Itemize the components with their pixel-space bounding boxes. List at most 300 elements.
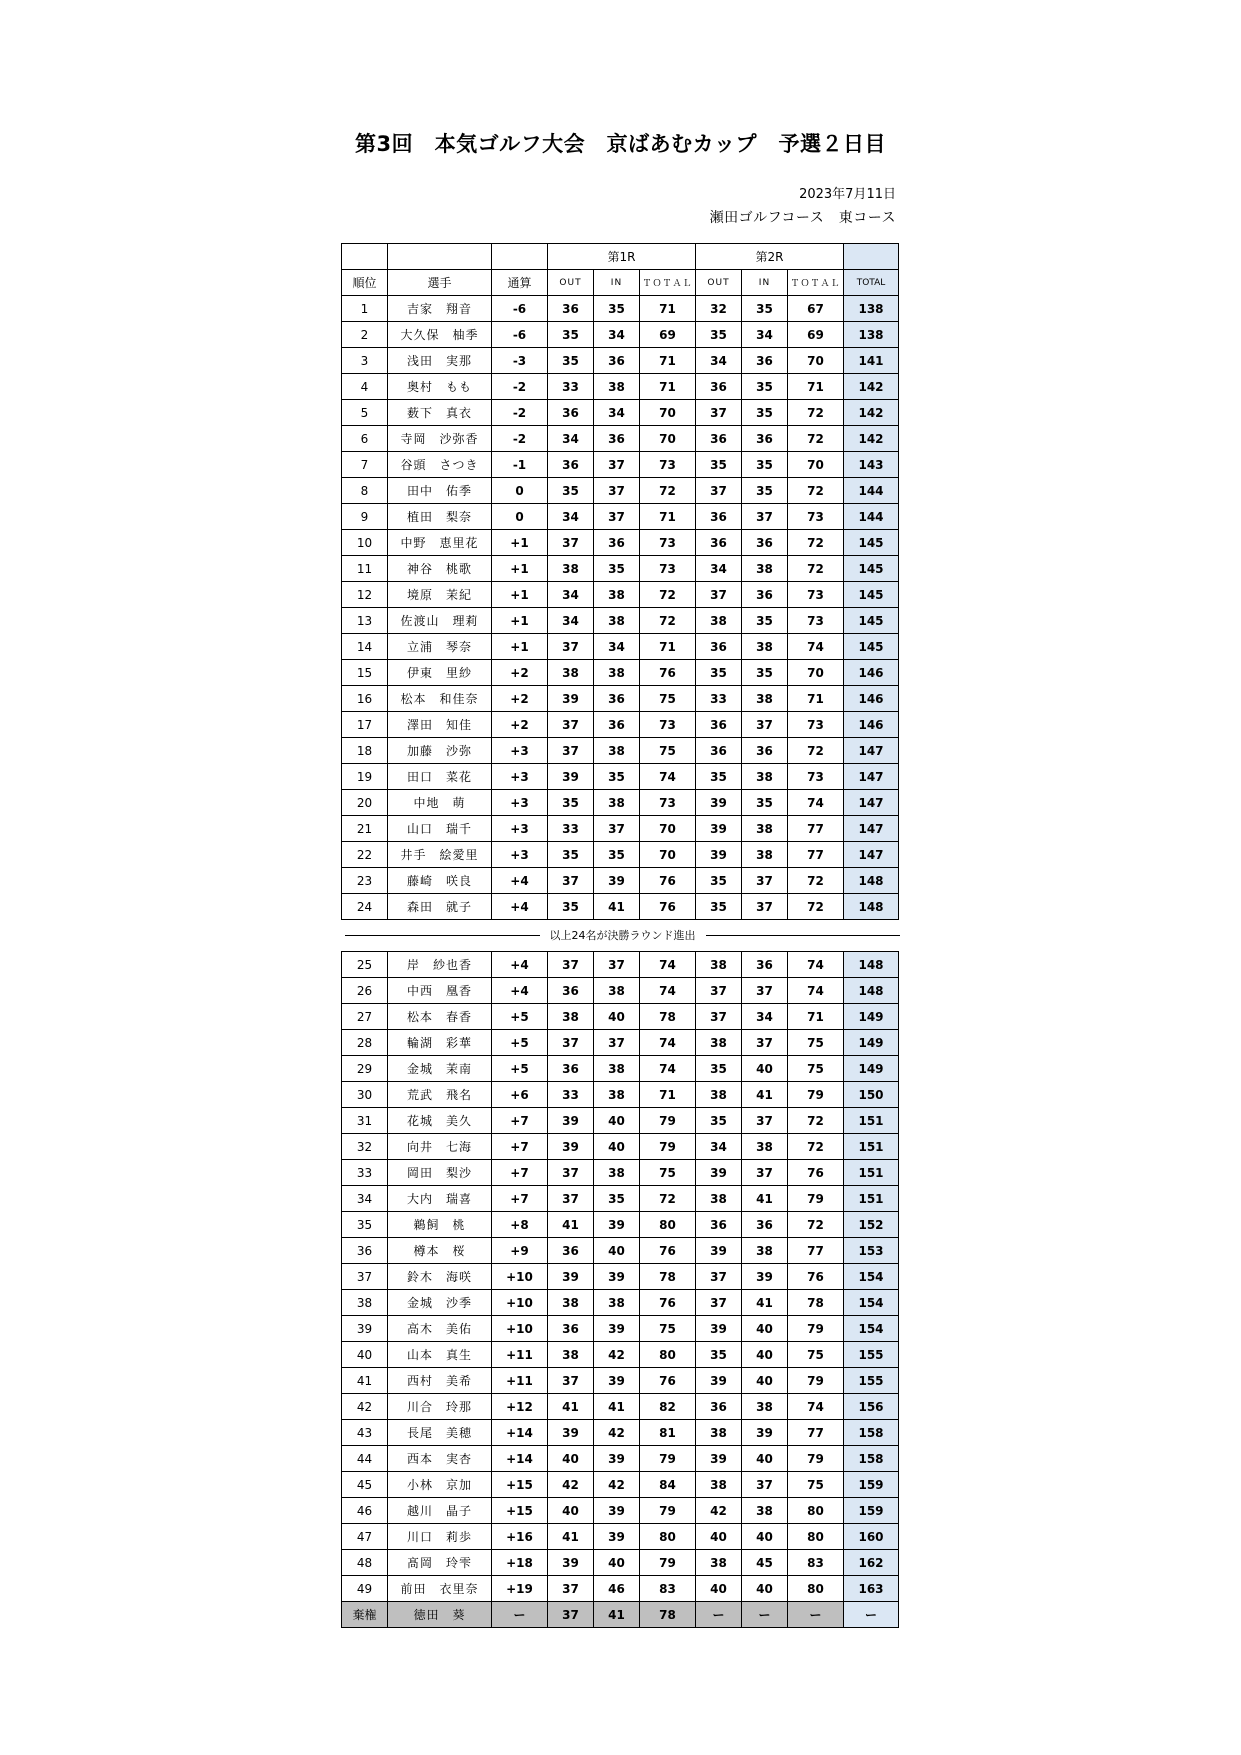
- r1-total-cell: 80: [640, 1212, 696, 1238]
- cumulative-cell: +10: [492, 1316, 548, 1342]
- r2-in-cell: 40: [742, 1446, 788, 1472]
- r1-in-cell: 37: [594, 478, 640, 504]
- table-row: [342, 478, 899, 504]
- table-row: [342, 1576, 899, 1602]
- player-name-cell: 中野 恵里花: [388, 530, 492, 556]
- r2-total-cell: 75: [788, 1056, 844, 1082]
- cumulative-cell: +9: [492, 1238, 548, 1264]
- r1-total-cell: 79: [640, 1446, 696, 1472]
- rank-cell: 18: [342, 738, 388, 764]
- r1-total-cell: 74: [640, 764, 696, 790]
- r2-in-cell: 36: [742, 738, 788, 764]
- r1-total-cell: 75: [640, 738, 696, 764]
- cumulative-cell: 0: [492, 504, 548, 530]
- r2-out-cell: 32: [696, 296, 742, 322]
- r2-in-cell: 41: [742, 1082, 788, 1108]
- r2-out-cell: 35: [696, 1056, 742, 1082]
- r2-out-cell: 35: [696, 764, 742, 790]
- r2-total-cell: 69: [788, 322, 844, 348]
- header-blank: [388, 244, 492, 270]
- r2-total-cell: 73: [788, 608, 844, 634]
- player-name-cell: 大内 瑞喜: [388, 1186, 492, 1212]
- r2-total-cell: 77: [788, 1238, 844, 1264]
- rank-cell: 39: [342, 1316, 388, 1342]
- table-row: [342, 842, 899, 868]
- r1-out-cell: 33: [548, 374, 594, 400]
- r1-out-cell: 34: [548, 608, 594, 634]
- total-cell: 147: [844, 816, 899, 842]
- r2-out-cell: 40: [696, 1576, 742, 1602]
- r2-total-cell: 70: [788, 660, 844, 686]
- rank-cell: 35: [342, 1212, 388, 1238]
- table-row: [342, 634, 899, 660]
- r2-in-cell: 35: [742, 400, 788, 426]
- r1-out-cell: 42: [548, 1472, 594, 1498]
- total-cell: 144: [844, 504, 899, 530]
- cumulative-cell: +3: [492, 842, 548, 868]
- rank-cell: 23: [342, 868, 388, 894]
- r1-out-cell: 38: [548, 660, 594, 686]
- r1-in-cell: 39: [594, 868, 640, 894]
- r2-total-cell: 79: [788, 1446, 844, 1472]
- r2-total-cell: 72: [788, 426, 844, 452]
- cumulative-cell: +19: [492, 1576, 548, 1602]
- cut-line-label: 以上24名が決勝ラウンド進出: [540, 929, 706, 942]
- r1-in-cell: 39: [594, 1212, 640, 1238]
- cumulative-cell: -6: [492, 296, 548, 322]
- total-cell: 163: [844, 1576, 899, 1602]
- total-cell: 144: [844, 478, 899, 504]
- r2-total-cell: ー: [788, 1602, 844, 1628]
- cumulative-cell: +5: [492, 1056, 548, 1082]
- cumulative-cell: 0: [492, 478, 548, 504]
- r1-in-cell: 37: [594, 952, 640, 978]
- player-name-cell: 中西 凰香: [388, 978, 492, 1004]
- cumulative-cell: +4: [492, 978, 548, 1004]
- table-row: [342, 1524, 899, 1550]
- r1-in-cell: 41: [594, 1602, 640, 1628]
- header-player: 選手: [388, 270, 492, 296]
- r2-in-cell: 38: [742, 1134, 788, 1160]
- table-row: [342, 816, 899, 842]
- player-name-cell: 立浦 琴奈: [388, 634, 492, 660]
- r2-in-cell: 38: [742, 634, 788, 660]
- table-row: [342, 712, 899, 738]
- player-name-cell: 植田 梨奈: [388, 504, 492, 530]
- rank-cell: 8: [342, 478, 388, 504]
- header-blank: [342, 244, 388, 270]
- r2-total-cell: 71: [788, 374, 844, 400]
- player-name-cell: 金城 茉南: [388, 1056, 492, 1082]
- player-name-cell: 澤田 知佳: [388, 712, 492, 738]
- r1-in-cell: 46: [594, 1576, 640, 1602]
- r1-in-cell: 37: [594, 816, 640, 842]
- r2-in-cell: 36: [742, 582, 788, 608]
- player-name-cell: 向井 七海: [388, 1134, 492, 1160]
- r2-out-cell: 38: [696, 608, 742, 634]
- cumulative-cell: +3: [492, 738, 548, 764]
- r2-total-cell: 77: [788, 842, 844, 868]
- r2-in-cell: 34: [742, 1004, 788, 1030]
- player-name-cell: 山口 瑞千: [388, 816, 492, 842]
- r1-total-cell: 74: [640, 952, 696, 978]
- r1-in-cell: 35: [594, 764, 640, 790]
- rank-cell: 42: [342, 1394, 388, 1420]
- player-name-cell: 藤崎 咲良: [388, 868, 492, 894]
- cumulative-cell: +16: [492, 1524, 548, 1550]
- r2-out-cell: 37: [696, 582, 742, 608]
- player-name-cell: 薮下 真衣: [388, 400, 492, 426]
- r2-out-cell: 39: [696, 1368, 742, 1394]
- r1-in-cell: 40: [594, 1004, 640, 1030]
- cumulative-cell: +18: [492, 1550, 548, 1576]
- player-name-cell: 高木 美佑: [388, 1316, 492, 1342]
- rank-cell: 11: [342, 556, 388, 582]
- r2-out-cell: 42: [696, 1498, 742, 1524]
- r1-in-cell: 38: [594, 608, 640, 634]
- total-cell: 151: [844, 1186, 899, 1212]
- r1-total-cell: 80: [640, 1524, 696, 1550]
- r1-total-cell: 71: [640, 504, 696, 530]
- r2-total-cell: 72: [788, 556, 844, 582]
- rank-cell: 1: [342, 296, 388, 322]
- r1-out-cell: 36: [548, 400, 594, 426]
- r1-total-cell: 71: [640, 296, 696, 322]
- table-row: [342, 426, 899, 452]
- r1-out-cell: 33: [548, 1082, 594, 1108]
- r2-total-cell: 72: [788, 1212, 844, 1238]
- r2-in-cell: 35: [742, 452, 788, 478]
- rank-cell: 45: [342, 1472, 388, 1498]
- r1-in-cell: 42: [594, 1420, 640, 1446]
- r2-out-cell: 39: [696, 1446, 742, 1472]
- table-row: [342, 322, 899, 348]
- table-row: [342, 1368, 899, 1394]
- r2-in-cell: 35: [742, 478, 788, 504]
- r2-in-cell: 38: [742, 1238, 788, 1264]
- cumulative-cell: +4: [492, 952, 548, 978]
- total-cell: 151: [844, 1134, 899, 1160]
- r1-in-cell: 35: [594, 1186, 640, 1212]
- r1-total-cell: 72: [640, 608, 696, 634]
- r1-total-cell: 70: [640, 426, 696, 452]
- r1-out-cell: 36: [548, 1056, 594, 1082]
- r2-in-cell: 37: [742, 504, 788, 530]
- header-blank: [492, 244, 548, 270]
- r2-in-cell: 38: [742, 1394, 788, 1420]
- r1-in-cell: 39: [594, 1446, 640, 1472]
- r2-out-cell: 39: [696, 842, 742, 868]
- rank-cell: 13: [342, 608, 388, 634]
- r1-in-cell: 37: [594, 1030, 640, 1056]
- cumulative-cell: -2: [492, 426, 548, 452]
- player-name-cell: 小林 京加: [388, 1472, 492, 1498]
- table-row: [342, 1134, 899, 1160]
- r2-out-cell: 38: [696, 1186, 742, 1212]
- cumulative-cell: +4: [492, 894, 548, 920]
- header-round1: 第1R: [548, 244, 696, 270]
- rank-cell: 26: [342, 978, 388, 1004]
- r1-in-cell: 35: [594, 556, 640, 582]
- r1-in-cell: 39: [594, 1316, 640, 1342]
- r1-total-cell: 70: [640, 400, 696, 426]
- table-row: [342, 1498, 899, 1524]
- r2-total-cell: 74: [788, 952, 844, 978]
- table-row: [342, 1004, 899, 1030]
- table-row: [342, 764, 899, 790]
- r1-total-cell: 71: [640, 1082, 696, 1108]
- cumulative-cell: -1: [492, 452, 548, 478]
- r2-total-cell: 73: [788, 712, 844, 738]
- r1-in-cell: 40: [594, 1134, 640, 1160]
- r2-out-cell: 37: [696, 1290, 742, 1316]
- r2-out-cell: 35: [696, 1342, 742, 1368]
- r2-in-cell: 45: [742, 1550, 788, 1576]
- r2-out-cell: 36: [696, 426, 742, 452]
- r2-total-cell: 78: [788, 1290, 844, 1316]
- table-row: [342, 1160, 899, 1186]
- r1-in-cell: 38: [594, 738, 640, 764]
- total-cell: 148: [844, 894, 899, 920]
- r2-total-cell: 79: [788, 1368, 844, 1394]
- table-row: [342, 1186, 899, 1212]
- r2-total-cell: 79: [788, 1186, 844, 1212]
- r2-in-cell: 35: [742, 296, 788, 322]
- r1-total-cell: 84: [640, 1472, 696, 1498]
- r1-total-cell: 76: [640, 868, 696, 894]
- total-cell: 148: [844, 952, 899, 978]
- rank-cell: 38: [342, 1290, 388, 1316]
- table-row: [342, 686, 899, 712]
- header-total: TOTAL: [844, 270, 899, 296]
- cumulative-cell: +4: [492, 868, 548, 894]
- r1-out-cell: 41: [548, 1524, 594, 1550]
- r1-in-cell: 39: [594, 1264, 640, 1290]
- r2-in-cell: 36: [742, 952, 788, 978]
- cumulative-cell: +7: [492, 1186, 548, 1212]
- r1-total-cell: 71: [640, 634, 696, 660]
- r1-in-cell: 42: [594, 1342, 640, 1368]
- table-row: [342, 1030, 899, 1056]
- r2-total-cell: 80: [788, 1498, 844, 1524]
- r2-total-cell: 79: [788, 1316, 844, 1342]
- r1-in-cell: 37: [594, 452, 640, 478]
- rank-cell: 40: [342, 1342, 388, 1368]
- r2-out-cell: 33: [696, 686, 742, 712]
- player-name-cell: 岸 紗也香: [388, 952, 492, 978]
- total-cell: 141: [844, 348, 899, 374]
- player-name-cell: 奥村 もも: [388, 374, 492, 400]
- cumulative-cell: +3: [492, 790, 548, 816]
- player-name-cell: 寺岡 沙弥香: [388, 426, 492, 452]
- player-name-cell: 吉家 翔音: [388, 296, 492, 322]
- r2-in-cell: 41: [742, 1290, 788, 1316]
- rank-cell: 32: [342, 1134, 388, 1160]
- r2-out-cell: 39: [696, 816, 742, 842]
- leaderboard-table-qualified: [341, 243, 899, 920]
- r1-total-cell: 76: [640, 1368, 696, 1394]
- r1-out-cell: 38: [548, 1004, 594, 1030]
- table-row: [342, 1056, 899, 1082]
- r1-out-cell: 37: [548, 1160, 594, 1186]
- player-name-cell: 金城 沙季: [388, 1290, 492, 1316]
- r2-in-cell: 35: [742, 608, 788, 634]
- r1-out-cell: 34: [548, 582, 594, 608]
- r2-in-cell: 40: [742, 1316, 788, 1342]
- cumulative-cell: +14: [492, 1446, 548, 1472]
- r2-total-cell: 75: [788, 1342, 844, 1368]
- player-name-cell: 浅田 実那: [388, 348, 492, 374]
- rank-cell: 21: [342, 816, 388, 842]
- player-name-cell: 前田 衣里奈: [388, 1576, 492, 1602]
- r2-total-cell: 72: [788, 868, 844, 894]
- header-rank: 順位: [342, 270, 388, 296]
- r1-in-cell: 38: [594, 582, 640, 608]
- r2-out-cell: 37: [696, 978, 742, 1004]
- r1-out-cell: 36: [548, 1238, 594, 1264]
- r2-out-cell: 38: [696, 1420, 742, 1446]
- total-cell: 154: [844, 1316, 899, 1342]
- table-row: [342, 504, 899, 530]
- header-r1-total: ＴＯＴＡＬ: [640, 270, 696, 296]
- r1-in-cell: 39: [594, 1368, 640, 1394]
- r1-out-cell: 34: [548, 504, 594, 530]
- cumulative-cell: +12: [492, 1394, 548, 1420]
- total-cell: 147: [844, 764, 899, 790]
- r2-total-cell: 74: [788, 790, 844, 816]
- r2-in-cell: ー: [742, 1602, 788, 1628]
- table-row: [342, 530, 899, 556]
- player-name-cell: 長尾 美穂: [388, 1420, 492, 1446]
- r2-out-cell: 39: [696, 1316, 742, 1342]
- r1-out-cell: 37: [548, 530, 594, 556]
- table-row: [342, 1550, 899, 1576]
- r2-in-cell: 37: [742, 1472, 788, 1498]
- r2-total-cell: 80: [788, 1524, 844, 1550]
- total-cell: 149: [844, 1004, 899, 1030]
- player-name-cell: 西本 実杏: [388, 1446, 492, 1472]
- rank-cell: 16: [342, 686, 388, 712]
- r2-out-cell: 35: [696, 1108, 742, 1134]
- r2-in-cell: 38: [742, 842, 788, 868]
- total-cell: 138: [844, 322, 899, 348]
- r2-total-cell: 72: [788, 738, 844, 764]
- r2-total-cell: 72: [788, 1108, 844, 1134]
- header-round2: 第2R: [696, 244, 844, 270]
- r2-out-cell: 35: [696, 868, 742, 894]
- r2-in-cell: 36: [742, 348, 788, 374]
- table-row: [342, 296, 899, 322]
- r1-out-cell: 41: [548, 1212, 594, 1238]
- total-cell: 147: [844, 790, 899, 816]
- r1-out-cell: 37: [548, 738, 594, 764]
- r1-total-cell: 76: [640, 660, 696, 686]
- r2-out-cell: 35: [696, 452, 742, 478]
- r2-out-cell: 36: [696, 634, 742, 660]
- r1-in-cell: 41: [594, 894, 640, 920]
- r2-out-cell: 35: [696, 322, 742, 348]
- r1-out-cell: 35: [548, 322, 594, 348]
- cumulative-cell: +1: [492, 556, 548, 582]
- r2-total-cell: 67: [788, 296, 844, 322]
- player-name-cell: 樽本 桜: [388, 1238, 492, 1264]
- r2-total-cell: 75: [788, 1472, 844, 1498]
- player-name-cell: 花城 美久: [388, 1108, 492, 1134]
- total-cell: 145: [844, 530, 899, 556]
- r2-total-cell: 71: [788, 1004, 844, 1030]
- player-name-cell: 髙岡 玲雫: [388, 1550, 492, 1576]
- total-cell: 138: [844, 296, 899, 322]
- rank-cell: 20: [342, 790, 388, 816]
- cumulative-cell: +5: [492, 1004, 548, 1030]
- r1-total-cell: 74: [640, 1030, 696, 1056]
- r2-in-cell: 40: [742, 1342, 788, 1368]
- rank-cell: 43: [342, 1420, 388, 1446]
- player-name-cell: 佐渡山 理莉: [388, 608, 492, 634]
- table-row: [342, 556, 899, 582]
- table-row: [342, 1238, 899, 1264]
- r1-in-cell: 36: [594, 686, 640, 712]
- r1-total-cell: 79: [640, 1134, 696, 1160]
- table-row: [342, 1394, 899, 1420]
- cumulative-cell: +1: [492, 582, 548, 608]
- rank-cell: 3: [342, 348, 388, 374]
- r1-out-cell: 35: [548, 348, 594, 374]
- total-cell: 155: [844, 1342, 899, 1368]
- r1-total-cell: 76: [640, 1238, 696, 1264]
- cumulative-cell: +11: [492, 1342, 548, 1368]
- cumulative-cell: +10: [492, 1290, 548, 1316]
- rank-cell: 30: [342, 1082, 388, 1108]
- r2-total-cell: 77: [788, 816, 844, 842]
- rank-cell: 25: [342, 952, 388, 978]
- player-name-cell: 鵜飼 桃: [388, 1212, 492, 1238]
- player-name-cell: 川合 玲那: [388, 1394, 492, 1420]
- player-name-cell: 山本 真生: [388, 1342, 492, 1368]
- header-r1-in: IN: [594, 270, 640, 296]
- r2-in-cell: 37: [742, 978, 788, 1004]
- r2-out-cell: 36: [696, 1212, 742, 1238]
- r2-out-cell: 38: [696, 1030, 742, 1056]
- rank-cell: 5: [342, 400, 388, 426]
- r2-in-cell: 35: [742, 660, 788, 686]
- total-cell: 147: [844, 738, 899, 764]
- cumulative-cell: +6: [492, 1082, 548, 1108]
- r2-total-cell: 80: [788, 1576, 844, 1602]
- r2-in-cell: 40: [742, 1056, 788, 1082]
- r2-in-cell: 40: [742, 1524, 788, 1550]
- cumulative-cell: +2: [492, 712, 548, 738]
- player-name-cell: 西村 美希: [388, 1368, 492, 1394]
- player-name-cell: 輪湖 彩華: [388, 1030, 492, 1056]
- rank-cell: 14: [342, 634, 388, 660]
- r2-out-cell: 36: [696, 738, 742, 764]
- table-row: [342, 1264, 899, 1290]
- r1-in-cell: 38: [594, 374, 640, 400]
- total-cell: 148: [844, 868, 899, 894]
- table-row: [342, 660, 899, 686]
- r1-in-cell: 40: [594, 1108, 640, 1134]
- page-title: 第3回 本気ゴルフ大会 京ばあむカップ 予選２日目: [355, 132, 886, 156]
- r2-out-cell: 38: [696, 1082, 742, 1108]
- table-row: [342, 894, 899, 920]
- cumulative-cell: +11: [492, 1368, 548, 1394]
- r1-out-cell: 36: [548, 452, 594, 478]
- table-row: [342, 1082, 899, 1108]
- r1-total-cell: 69: [640, 322, 696, 348]
- cumulative-cell: +5: [492, 1030, 548, 1056]
- player-name-cell: 伊東 里紗: [388, 660, 492, 686]
